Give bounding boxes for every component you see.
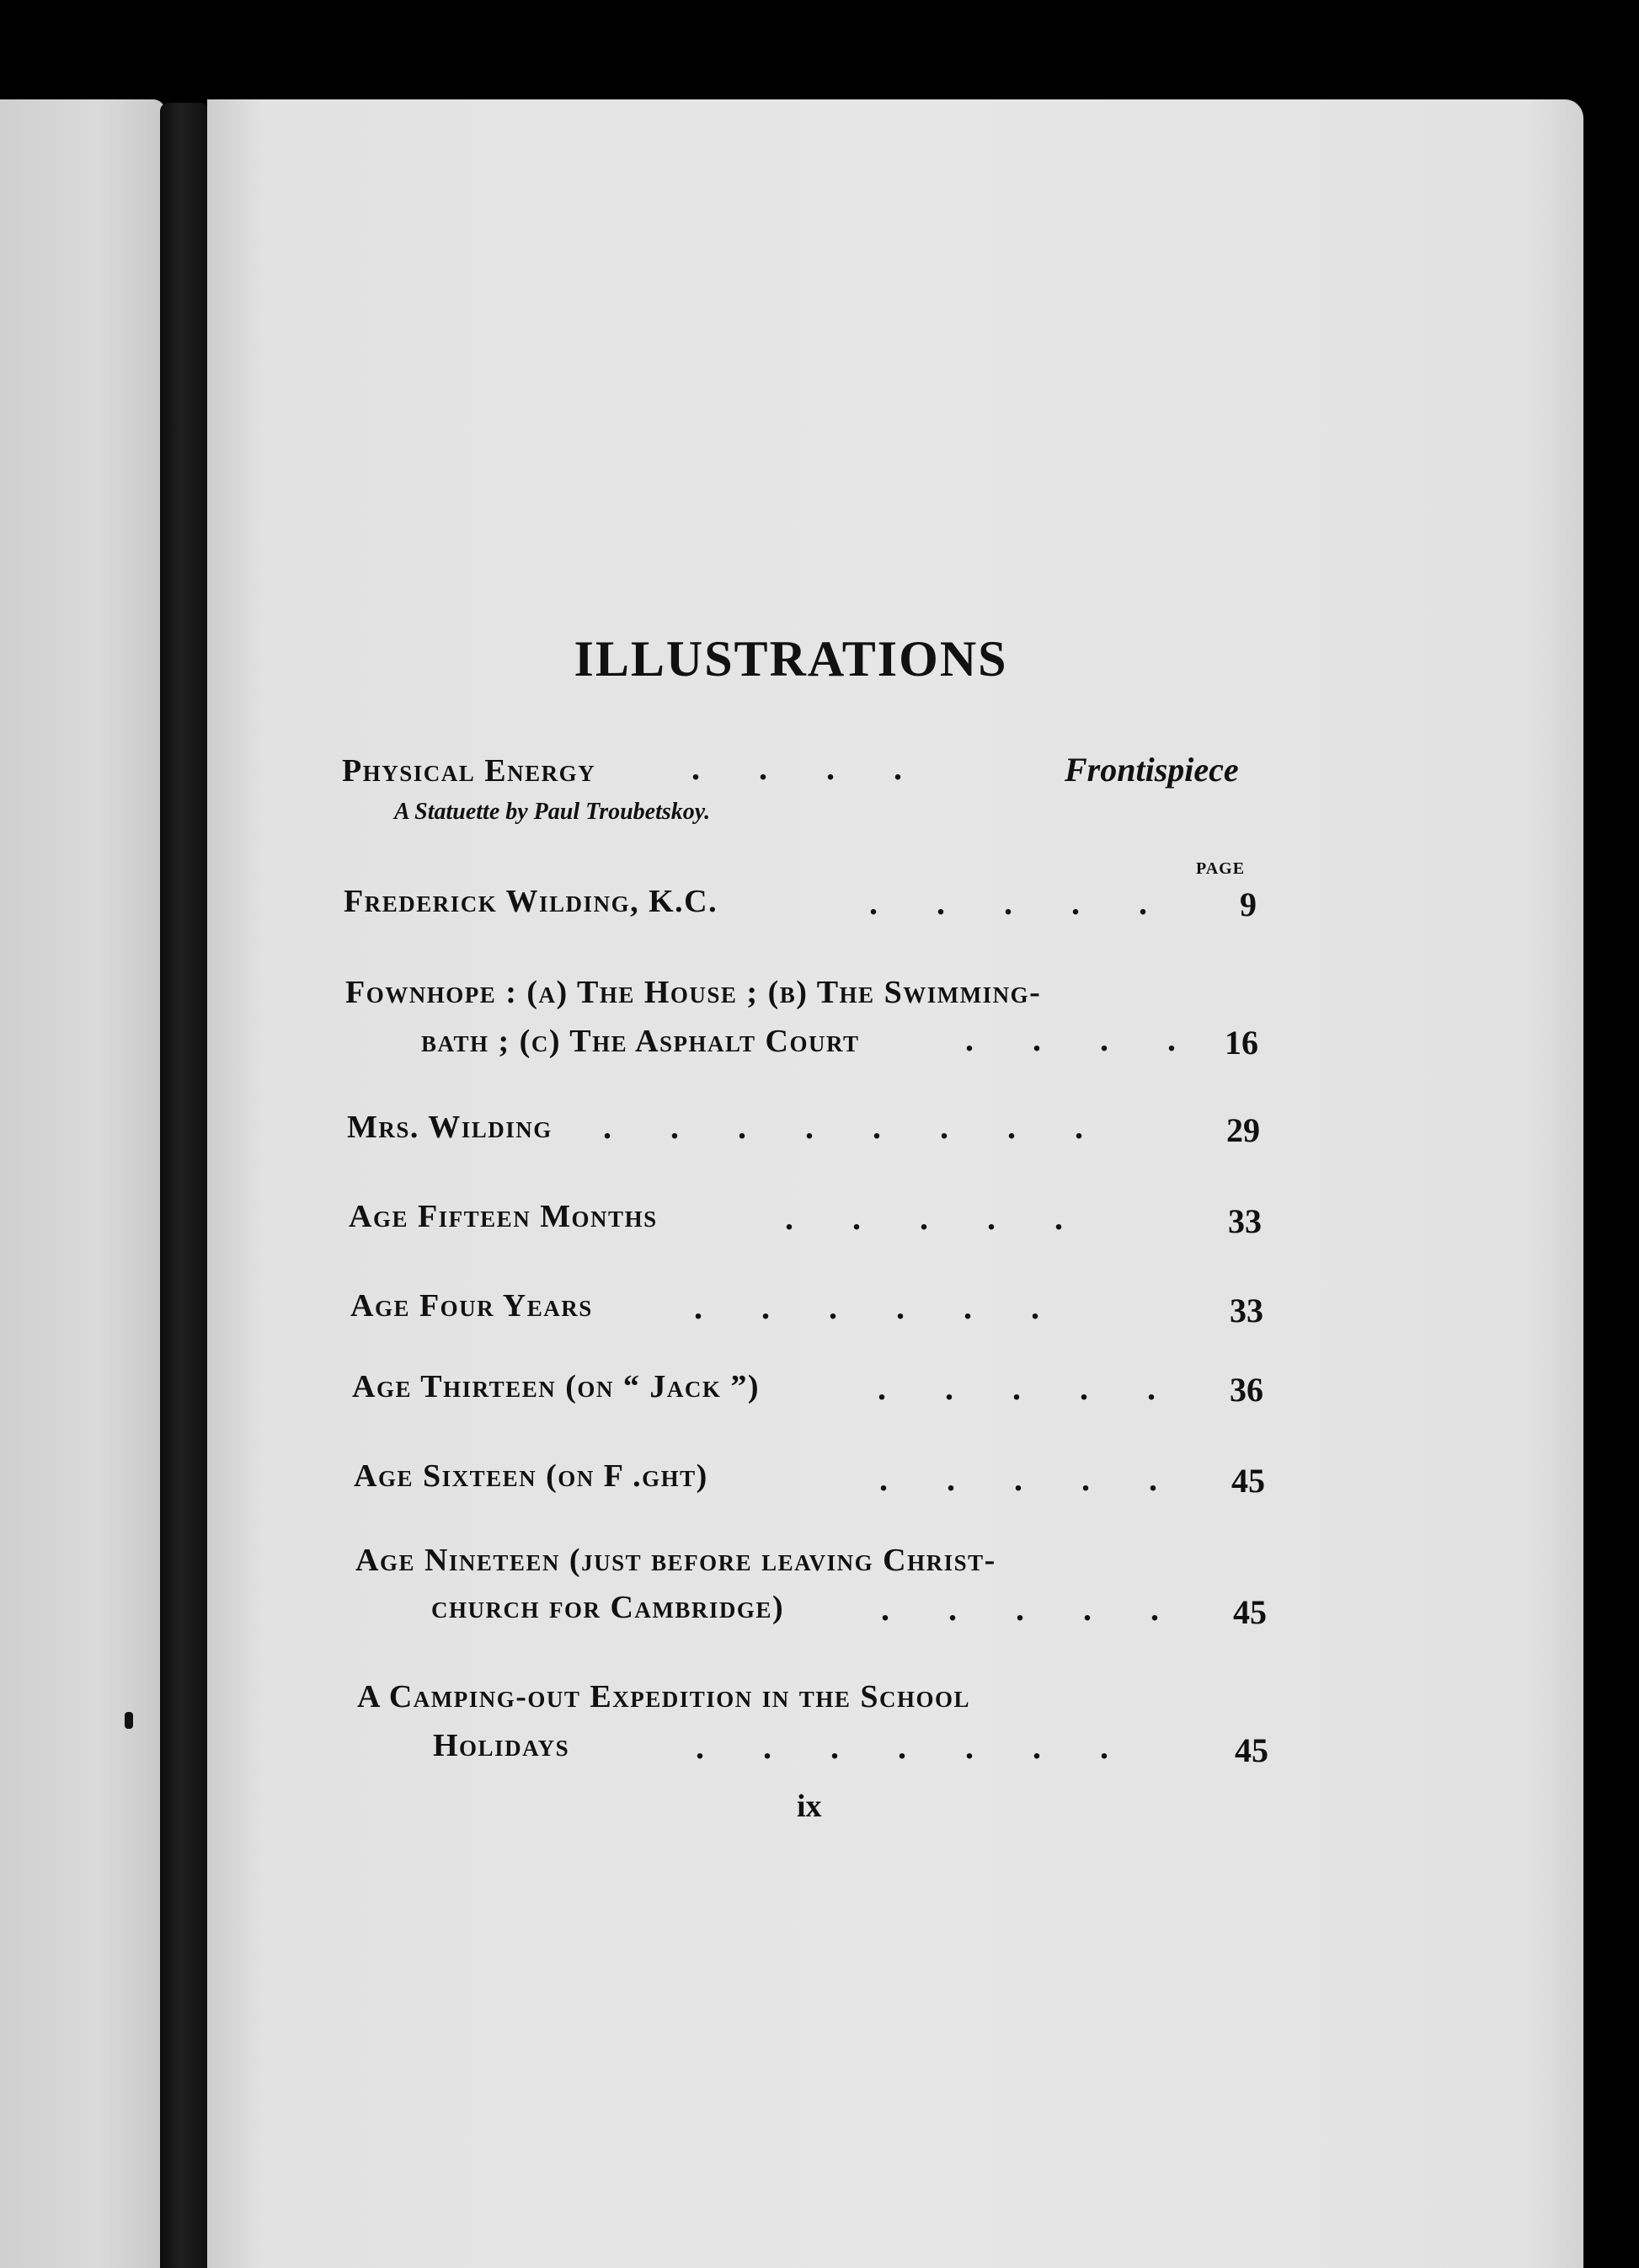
entry-frontispiece-ref: Frontispiece xyxy=(1065,751,1239,789)
entry-6-page: 36 xyxy=(1230,1371,1263,1409)
entry-3-page: 29 xyxy=(1226,1111,1260,1149)
entry-8-leader: . . . . . xyxy=(881,1590,1159,1628)
entry-2-page: 16 xyxy=(1225,1024,1258,1062)
entry-6-title: Age Thirteen (on “ Jack ”) xyxy=(352,1369,761,1404)
entry-9-title-line2: Holidays xyxy=(433,1728,570,1763)
entry-3-leader: . . . . . . . . xyxy=(603,1108,1083,1146)
facing-page-edge xyxy=(0,99,165,2268)
book-gutter xyxy=(160,103,209,2268)
entry-2-title-line2: bath ; (c) The Asphalt Court xyxy=(421,1024,860,1059)
entry-5-title: Age Four Years xyxy=(350,1288,593,1324)
entry-4-leader: . . . . . xyxy=(785,1199,1063,1237)
entry-1-page: 9 xyxy=(1240,885,1257,923)
ink-mark xyxy=(125,1712,133,1729)
entry-1-title: Frederick Wilding, K.C. xyxy=(344,884,718,919)
entry-9-title-line1: A Camping-out Expedition in the School xyxy=(357,1679,970,1714)
book-page xyxy=(207,99,1583,2268)
entry-frontispiece-label: Physical Energy xyxy=(342,753,596,789)
entry-1-leader: . . . . . xyxy=(869,884,1147,922)
page-column-heading: PAGE xyxy=(1196,859,1246,878)
entry-frontispiece-leader: . . . . xyxy=(691,749,902,787)
entry-7-leader: . . . . . xyxy=(879,1460,1157,1498)
entry-9-page: 45 xyxy=(1235,1731,1268,1769)
page-folio: ix xyxy=(797,1789,822,1824)
entry-7-title: Age Sixteen (on F .ght) xyxy=(354,1458,708,1494)
entry-5-leader: . . . . . . xyxy=(694,1288,1039,1326)
entry-8-title-line2: church for Cambridge) xyxy=(431,1590,785,1625)
entry-2-leader: . . . . xyxy=(965,1020,1176,1058)
entry-frontispiece-caption: A Statuette by Paul Troubetskoy. xyxy=(394,799,711,825)
entry-9-leader: . . . . . . . xyxy=(696,1728,1108,1766)
entry-8-page: 45 xyxy=(1233,1593,1267,1631)
page-title: ILLUSTRATIONS xyxy=(574,631,1008,687)
entry-4-page: 33 xyxy=(1228,1202,1262,1240)
entry-6-leader: . . . . . xyxy=(878,1369,1156,1407)
entry-2-title-line1: Fownhope : (a) The House ; (b) The Swimming- xyxy=(345,975,1042,1010)
entry-8-title-line1: Age Nineteen (just before leaving Christ- xyxy=(355,1543,996,1578)
entry-3-title: Mrs. Wilding xyxy=(347,1110,553,1145)
entry-4-title: Age Fifteen Months xyxy=(349,1199,658,1234)
entry-5-page: 33 xyxy=(1230,1292,1263,1329)
entry-7-page: 45 xyxy=(1231,1462,1265,1500)
